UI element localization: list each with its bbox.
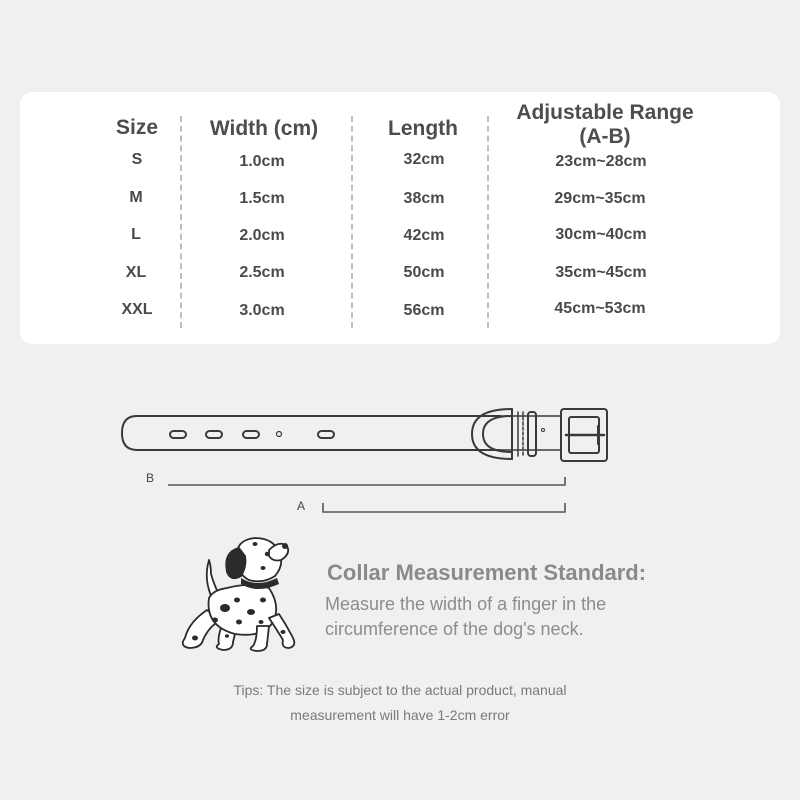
header-width: Width (cm)	[209, 117, 319, 140]
tips-note	[200, 678, 600, 728]
table-cell-length: 38cm	[403, 190, 445, 207]
header-range-line2: (A-B)	[579, 125, 631, 148]
table-cell-size: M	[129, 189, 143, 206]
table-cell-range: 23cm~28cm	[555, 153, 647, 170]
collar-rivet	[277, 432, 282, 437]
collar-hole	[318, 431, 334, 438]
table-cell-size: XL	[125, 264, 147, 281]
table-cell-length: 32cm	[403, 151, 445, 168]
table-cell-range: 45cm~53cm	[554, 300, 646, 317]
tips-line2: measurement will have 1-2cm error	[290, 707, 510, 723]
dimension-line-a	[323, 503, 565, 512]
table-cell-width: 3.0cm	[239, 302, 285, 319]
table-cell-width: 2.0cm	[239, 227, 285, 244]
collar-hole	[243, 431, 259, 438]
dimension-label-b: B	[146, 471, 155, 485]
collar-hole	[206, 431, 222, 438]
table-cell-width: 1.5cm	[239, 190, 285, 207]
table-cell-length: 42cm	[403, 227, 445, 244]
table-cell-range: 35cm~45cm	[555, 264, 647, 281]
table-cell-length: 50cm	[403, 264, 445, 281]
dalmatian-puppy-illustration	[165, 530, 305, 660]
dimension-line-b	[168, 477, 565, 485]
table-cell-width: 1.0cm	[239, 153, 285, 170]
header-range-line1: Adjustable Range	[516, 101, 694, 124]
table-cell-size: XXL	[121, 301, 153, 318]
collar-rivet	[542, 429, 545, 432]
table-cell-size: L	[131, 226, 141, 243]
tips-line1: Tips: The size is subject to the actual product, manual	[233, 682, 567, 698]
table-cell-size: S	[131, 151, 143, 168]
dimension-label-a: A	[297, 499, 306, 513]
collar-hole	[170, 431, 186, 438]
measurement-title: Collar Measurement Standard:	[327, 560, 647, 585]
header-size: Size	[115, 116, 159, 139]
header-length: Length	[388, 117, 458, 140]
table-cell-range: 30cm~40cm	[555, 226, 647, 243]
table-cell-width: 2.5cm	[239, 264, 285, 281]
table-cell-range: 29cm~35cm	[554, 190, 646, 207]
collar-strap	[122, 416, 500, 450]
measurement-description: Measure the width of a finger in the circumference of the dog's neck.	[325, 594, 607, 639]
table-cell-length: 56cm	[403, 302, 445, 319]
collar-d-ring-inner	[483, 416, 512, 452]
